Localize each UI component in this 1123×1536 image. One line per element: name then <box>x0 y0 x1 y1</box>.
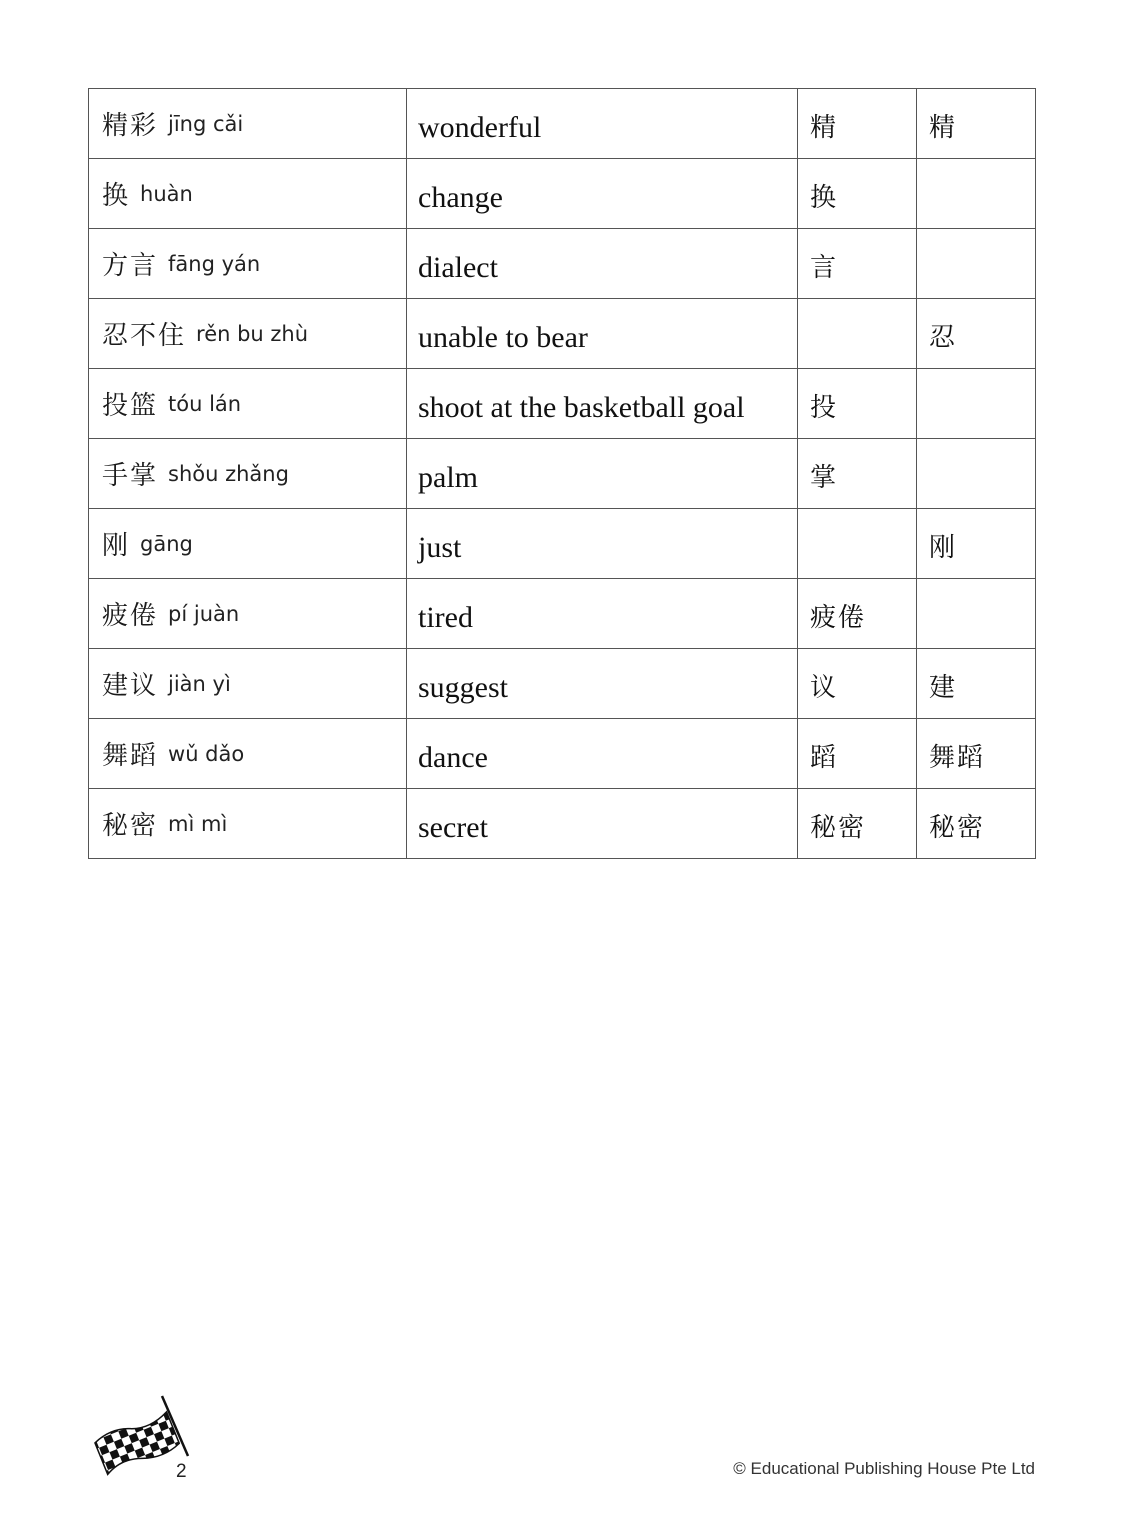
meaning-cell: unable to bear <box>407 299 798 369</box>
word-cell <box>89 159 407 229</box>
word-pinyin: jīng cǎi <box>168 111 244 136</box>
word-pinyin: huàn <box>140 181 193 206</box>
character-cell-a: 投 <box>798 369 917 439</box>
word-pinyin: tóu lán <box>168 391 242 416</box>
table-row <box>89 159 1036 229</box>
meaning-cell: dialect <box>407 229 798 299</box>
word-hanzi: 舞蹈 <box>102 741 159 771</box>
table-row <box>89 299 1036 369</box>
word-hanzi: 手掌 <box>102 461 159 491</box>
table-row <box>89 649 1036 719</box>
character-cell-b <box>917 159 1036 229</box>
character-cell-a: 蹈 <box>798 719 917 789</box>
character-cell-a <box>798 509 917 579</box>
table-row <box>89 579 1036 649</box>
word-pinyin: jiàn yì <box>168 671 231 696</box>
character-cell-a <box>798 299 917 369</box>
word-pinyin: wǔ dǎo <box>168 741 245 766</box>
word-pinyin: rěn bu zhù <box>196 321 309 346</box>
meaning-cell: change <box>407 159 798 229</box>
vocabulary-table <box>88 88 1036 859</box>
meaning-cell: suggest <box>407 649 798 719</box>
table-row <box>89 509 1036 579</box>
table-row <box>89 789 1036 859</box>
word-cell <box>89 299 407 369</box>
character-cell-a: 议 <box>798 649 917 719</box>
word-hanzi: 换 <box>102 181 131 211</box>
character-cell-a: 精 <box>798 89 917 159</box>
meaning-cell: wonderful <box>407 89 798 159</box>
word-hanzi: 刚 <box>102 531 131 561</box>
character-cell-b: 刚 <box>917 509 1036 579</box>
copyright-notice: © Educational Publishing House Pte Ltd <box>733 1459 1035 1478</box>
word-pinyin: fāng yán <box>168 251 261 276</box>
page-number: 2 <box>176 1461 187 1482</box>
word-hanzi: 方言 <box>102 251 159 281</box>
character-cell-b <box>917 369 1036 439</box>
word-cell <box>89 649 407 719</box>
word-cell <box>89 439 407 509</box>
word-pinyin: gāng <box>140 531 193 556</box>
character-cell-b: 忍 <box>917 299 1036 369</box>
table-row <box>89 439 1036 509</box>
character-cell-b: 舞蹈 <box>917 719 1036 789</box>
word-hanzi: 疲倦 <box>102 601 159 631</box>
word-cell <box>89 579 407 649</box>
word-cell <box>89 89 407 159</box>
word-hanzi: 忍不住 <box>102 321 187 351</box>
character-cell-b: 精 <box>917 89 1036 159</box>
character-cell-a: 换 <box>798 159 917 229</box>
word-hanzi: 投篮 <box>102 391 159 421</box>
character-cell-a: 秘密 <box>798 789 917 859</box>
word-cell <box>89 229 407 299</box>
character-cell-a: 言 <box>798 229 917 299</box>
character-cell-b <box>917 229 1036 299</box>
character-cell-a: 掌 <box>798 439 917 509</box>
meaning-cell: tired <box>407 579 798 649</box>
table-row <box>89 719 1036 789</box>
word-hanzi: 秘密 <box>102 811 159 841</box>
character-cell-b: 建 <box>917 649 1036 719</box>
table-row <box>89 229 1036 299</box>
word-hanzi: 建议 <box>102 671 159 701</box>
meaning-cell: dance <box>407 719 798 789</box>
meaning-cell: secret <box>407 789 798 859</box>
vocabulary-table-body <box>89 89 1036 859</box>
word-cell <box>89 509 407 579</box>
meaning-cell: just <box>407 509 798 579</box>
meaning-cell: palm <box>407 439 798 509</box>
table-row <box>89 89 1036 159</box>
word-hanzi: 精彩 <box>102 111 159 141</box>
character-cell-b <box>917 439 1036 509</box>
word-cell <box>89 369 407 439</box>
word-pinyin: mì mì <box>168 811 228 836</box>
word-cell <box>89 789 407 859</box>
character-cell-b: 秘密 <box>917 789 1036 859</box>
word-pinyin: pí juàn <box>168 601 240 626</box>
word-cell <box>89 719 407 789</box>
table-row <box>89 369 1036 439</box>
word-pinyin: shǒu zhǎng <box>168 461 289 486</box>
character-cell-a: 疲倦 <box>798 579 917 649</box>
character-cell-b <box>917 579 1036 649</box>
meaning-cell: shoot at the basketball goal <box>407 369 798 439</box>
